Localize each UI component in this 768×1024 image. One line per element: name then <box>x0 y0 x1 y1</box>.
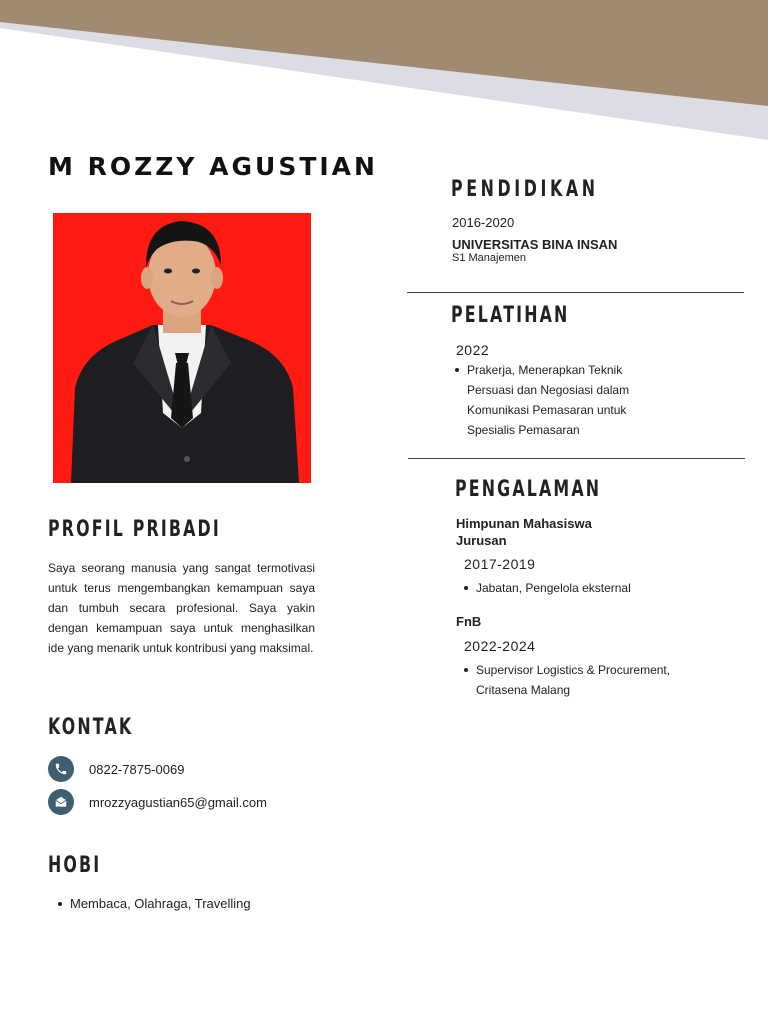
education-years: 2016-2020 <box>452 215 515 230</box>
mail-icon <box>48 789 74 815</box>
education-school: UNIVERSITAS BINA INSAN <box>452 237 618 252</box>
header-brown-band <box>0 0 768 106</box>
experience-org-1: Himpunan Mahasiswa Jurusan <box>456 516 592 548</box>
experience-list-2 <box>464 660 684 700</box>
hobby-item: Membaca, Olahraga, Travelling <box>58 894 251 914</box>
training-list <box>455 360 655 440</box>
experience-list-1 <box>464 578 704 598</box>
profile-photo <box>53 213 311 483</box>
divider-training <box>408 458 745 459</box>
phone-number[interactable]: 0822-7875-0069 <box>89 761 185 777</box>
email-address[interactable]: mrozzyagustian65@gmail.com <box>89 794 267 810</box>
experience-years-2: 2022-2024 <box>464 638 536 654</box>
experience-years-1: 2017-2019 <box>464 556 536 572</box>
contact-email-row <box>48 789 267 815</box>
profile-heading: PROFIL PRIBADI <box>48 517 221 542</box>
header-decoration <box>0 0 768 150</box>
training-item: Prakerja, Menerapkan Teknik Persuasi dan Negosiasi dalam Komunikasi Pemasaran untuk Spesialis Pemasaran <box>455 360 655 440</box>
education-heading: PENDIDIKAN <box>451 177 599 202</box>
training-heading: PELATIHAN <box>451 303 570 328</box>
phone-icon <box>48 756 74 782</box>
candidate-name: M ROZZY AGUSTIAN <box>48 152 378 181</box>
experience-item-1: Jabatan, Pengelola eksternal <box>464 578 704 598</box>
hobby-heading: HOBI <box>48 853 102 878</box>
experience-org-2: FnB <box>456 614 482 629</box>
contact-heading: KONTAK <box>48 715 134 740</box>
contact-phone-row <box>48 756 184 782</box>
experience-item-2: Supervisor Logistics & Procurement, Critasena Malang <box>464 660 684 700</box>
experience-heading: PENGALAMAN <box>455 477 602 502</box>
education-degree: S1 Manajemen <box>452 252 526 264</box>
training-year: 2022 <box>456 342 490 358</box>
divider-education <box>407 292 744 293</box>
hobby-list <box>58 894 251 914</box>
profile-text: Saya seorang manusia yang sangat termotivasi untuk terus mengembangkan kemampuan saya dan tumbuh secara profesional. Saya yakin dengan kemampuan saya untuk menghasilkan ide yang menarik untuk kontribusi yang maksimal. <box>48 561 315 655</box>
